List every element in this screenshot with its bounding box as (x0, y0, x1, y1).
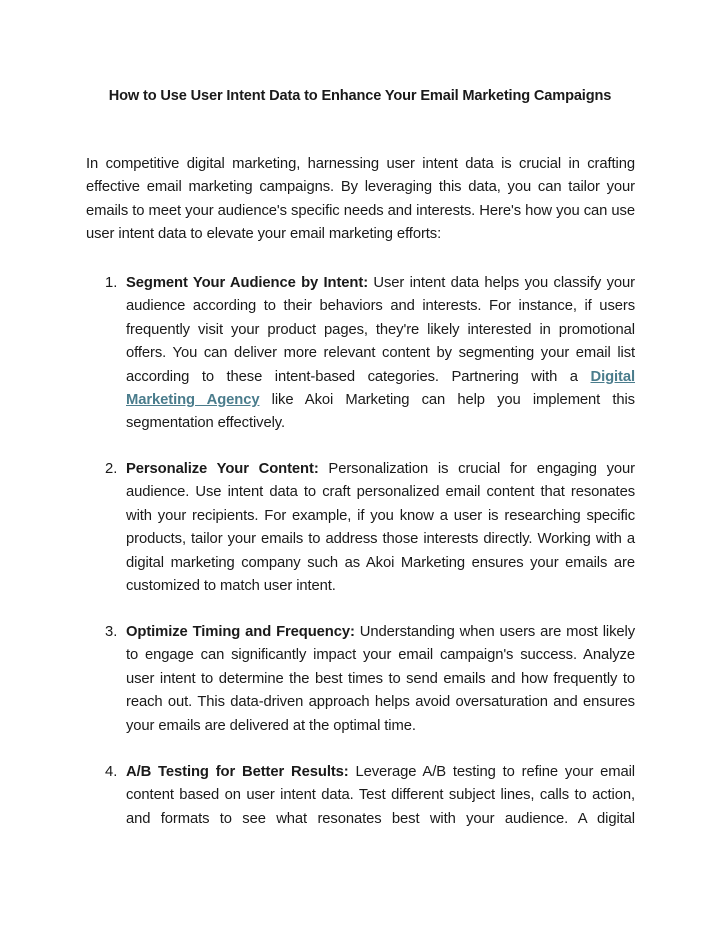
list-item-body (126, 761, 635, 831)
list-item-body (126, 272, 635, 436)
document-title: How to Use User Intent Data to Enhance Your Email Marketing Campaigns (108, 88, 612, 104)
item-text: User intent data helps you classify your audience according to their behaviors and interests. For instance, if users frequently visit your product pages, they're likely interested in promotional offers. You can deliver more relevant content by segmenting your email list according to these intent-based categories. Partnering with a (126, 275, 635, 385)
item-text-after-link: like Akoi Marketing can help you implement this segmentation effectively. (126, 392, 635, 432)
item-text: Personalization is crucial for engaging your audience. Use intent data to craft personalized email content that resonates with your recipients. For example, if you know a user is researching specific products, tailor your emails to address those interests directly. Working with a digital marketing company such as Akoi Marketing ensures your emails are customized to match user intent. (126, 461, 635, 595)
digital-marketing-agency-link[interactable]: Digital Marketing Agency (126, 368, 635, 409)
item-heading: A/B Testing for Better Results: (126, 764, 349, 780)
list-item-body (126, 458, 635, 598)
item-heading: Segment Your Audience by Intent: (126, 275, 369, 291)
item-heading: Personalize Your Content: (126, 461, 319, 477)
intro-paragraph: In competitive digital marketing, harnessing user intent data is crucial in crafting effective email marketing campaigns. By leveraging this data, you can tailor your emails to meet your audience's specific needs and interests. Here's how you can use user intent data to elevate your email marketing efforts: (86, 156, 635, 243)
list-number: 2. (105, 461, 118, 477)
item-heading: Optimize Timing and Frequency: (126, 624, 355, 640)
list-number: 4. (105, 764, 118, 780)
list-number: 1. (105, 275, 118, 291)
list-item-body (126, 621, 635, 738)
item-text: Leverage A/B testing to refine your email content based on user intent data. Test different subject lines, calls to action, and formats to see what resonates best with your audience. A digital (126, 764, 635, 827)
item-text: Understanding when users are most likely to engage can significantly impact your email campaign's success. Analyze user intent to determine the best times to send emails and how frequently to reach out. This data-driven approach helps avoid oversaturation and ensures your emails are delivered at the optimal time. (126, 624, 635, 734)
list-number: 3. (105, 624, 118, 640)
